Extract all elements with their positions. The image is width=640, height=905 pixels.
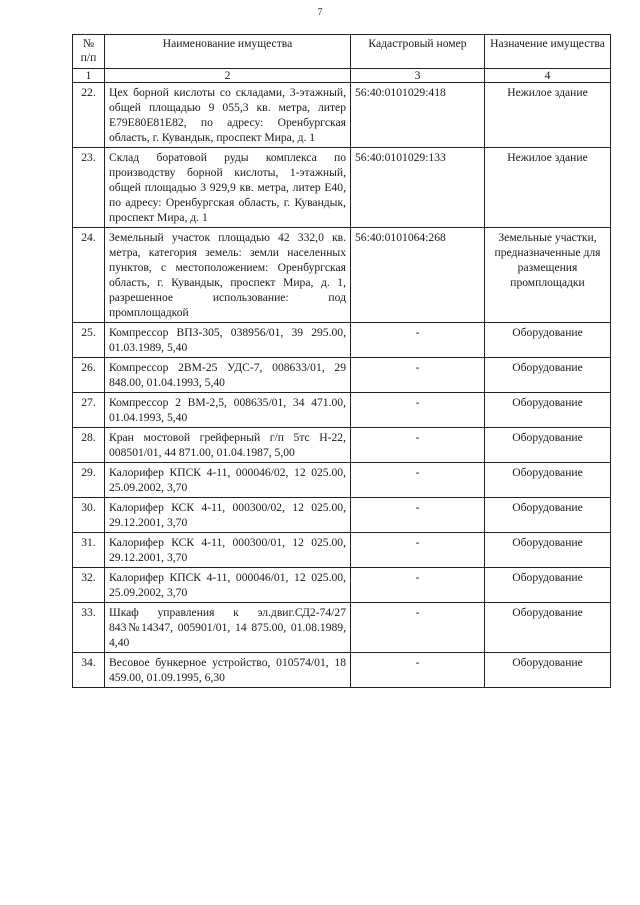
row-number: 29. xyxy=(73,463,105,498)
property-purpose: Оборудование xyxy=(485,393,611,428)
table-row xyxy=(73,653,611,688)
table-row xyxy=(73,393,611,428)
table-row xyxy=(73,358,611,393)
row-number: 28. xyxy=(73,428,105,463)
property-name: Земельный участок площадью 42 332,0 кв. метра, категория земель: земли населенных пунктов, с местоположением: Оренбургская область, г. Кувандык, проспект Мира, д. 1, разрешенное использование: под промплощадкой xyxy=(105,228,351,323)
page-number: 7 xyxy=(317,7,323,18)
property-purpose: Нежилое здание xyxy=(485,148,611,228)
table-row xyxy=(73,148,611,228)
property-purpose: Оборудование xyxy=(485,568,611,603)
property-name: Калорифер КСК 4-11, 000300/01, 12 025.00, 29.12.2001, 3,70 xyxy=(105,533,351,568)
property-purpose: Оборудование xyxy=(485,533,611,568)
property-name: Кран мостовой грейферный г/п 5тс Н-22, 008501/01, 44 871.00, 01.04.1987, 5,00 xyxy=(105,428,351,463)
property-purpose: Оборудование xyxy=(485,323,611,358)
row-number: 31. xyxy=(73,533,105,568)
cadastral-number: - xyxy=(351,653,485,688)
property-name: Компрессор 2ВМ-25 УДС-7, 008633/01, 29 848.00, 01.04.1993, 5,40 xyxy=(105,358,351,393)
property-name: Калорифер КПСК 4-11, 000046/02, 12 025.00, 25.09.2002, 3,70 xyxy=(105,463,351,498)
property-name: Цех борной кислоты со складами, 3-этажный, общей площадью 9 055,3 кв. метра, литер Е79Е80Е81Е82, по адресу: Оренбургская область, г. Кувандык, проспект Мира, д. 1 xyxy=(105,83,351,148)
table-header-row xyxy=(73,35,611,69)
cadastral-number: - xyxy=(351,428,485,463)
row-number: 24. xyxy=(73,228,105,323)
row-number: 30. xyxy=(73,498,105,533)
property-purpose: Земельные участки, предназначенные для размещения промплощадки xyxy=(485,228,611,323)
column-index: 3 xyxy=(351,69,485,83)
row-number: 22. xyxy=(73,83,105,148)
property-name: Калорифер КПСК 4-11, 000046/01, 12 025.00, 25.09.2002, 3,70 xyxy=(105,568,351,603)
cadastral-number: - xyxy=(351,568,485,603)
column-index: 2 xyxy=(105,69,351,83)
row-number: 25. xyxy=(73,323,105,358)
cadastral-number: - xyxy=(351,323,485,358)
property-table xyxy=(72,34,611,688)
property-name: Компрессор 2 ВМ-2,5, 008635/01, 34 471.00, 01.04.1993, 5,40 xyxy=(105,393,351,428)
row-number: 26. xyxy=(73,358,105,393)
row-number: 34. xyxy=(73,653,105,688)
table-row xyxy=(73,533,611,568)
row-number: 32. xyxy=(73,568,105,603)
cadastral-number: 56:40:0101029:133 xyxy=(351,148,485,228)
header-name: Наименование имущества xyxy=(105,35,351,69)
column-index-row xyxy=(73,69,611,83)
property-name: Шкаф управления к эл.двиг.СД2-74/27 843№14347, 005901/01, 14 875.00, 01.08.1989, 4,40 xyxy=(105,603,351,653)
table-row xyxy=(73,83,611,148)
cadastral-number: - xyxy=(351,393,485,428)
cadastral-number: - xyxy=(351,463,485,498)
row-number: 27. xyxy=(73,393,105,428)
property-purpose: Оборудование xyxy=(485,603,611,653)
cadastral-number: - xyxy=(351,358,485,393)
table-row xyxy=(73,228,611,323)
cadastral-number: 56:40:0101029:418 xyxy=(351,83,485,148)
header-num: № п/п xyxy=(73,35,105,69)
cadastral-number: - xyxy=(351,603,485,653)
table-row xyxy=(73,428,611,463)
property-name: Компрессор ВПЗ-305, 038956/01, 39 295.00, 01.03.1989, 5,40 xyxy=(105,323,351,358)
table-row xyxy=(73,568,611,603)
header-purpose: Назначение имущества xyxy=(485,35,611,69)
cadastral-number: - xyxy=(351,498,485,533)
property-purpose: Оборудование xyxy=(485,358,611,393)
column-index: 1 xyxy=(73,69,105,83)
column-index: 4 xyxy=(485,69,611,83)
table-row xyxy=(73,498,611,533)
row-number: 23. xyxy=(73,148,105,228)
row-number: 33. xyxy=(73,603,105,653)
cadastral-number: 56:40:0101064:268 xyxy=(351,228,485,323)
property-name: Весовое бункерное устройство, 010574/01, 18 459.00, 01.09.1995, 6,30 xyxy=(105,653,351,688)
property-name: Калорифер КСК 4-11, 000300/02, 12 025.00, 29.12.2001, 3,70 xyxy=(105,498,351,533)
property-purpose: Нежилое здание xyxy=(485,83,611,148)
table-row xyxy=(73,603,611,653)
property-purpose: Оборудование xyxy=(485,428,611,463)
property-purpose: Оборудование xyxy=(485,498,611,533)
property-purpose: Оборудование xyxy=(485,653,611,688)
property-purpose: Оборудование xyxy=(485,463,611,498)
table-row xyxy=(73,323,611,358)
cadastral-number: - xyxy=(351,533,485,568)
table-row xyxy=(73,463,611,498)
header-cadastral: Кадастровый номер xyxy=(351,35,485,69)
property-name: Склад боратовой руды комплекса по производству борной кислоты, 1-этажный, общей площадью 3 929,9 кв. метра, литер Е40, по адресу: Оренбургская область, г. Кувандык, проспект Мира, д. 1 xyxy=(105,148,351,228)
